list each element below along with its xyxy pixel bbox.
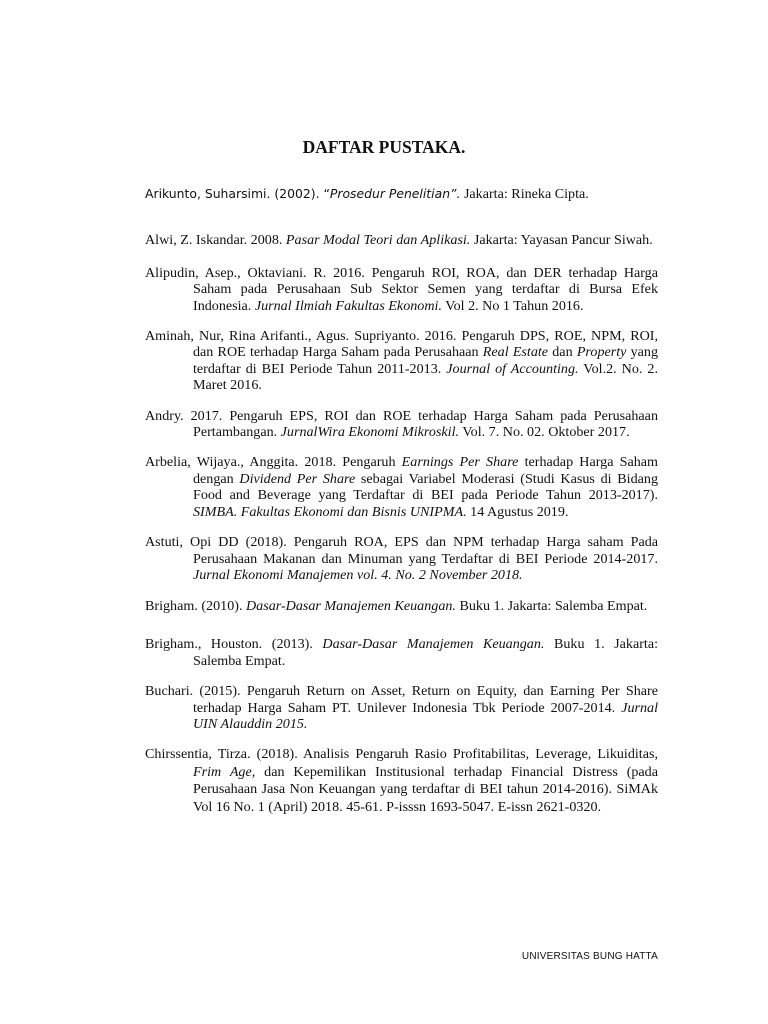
reference-entry [145,232,658,248]
reference-italic-text: Real Estate [482,344,549,361]
reference-text: yang terdaftar di BEI Periode Tahun 2011-2013. [193,344,659,377]
reference-text: Jakarta: Yayasan Pancur Siwah. [470,232,653,249]
reference-text: Buku 1. Jakarta: Salemba Empat. [193,636,659,669]
reference-entry [145,186,658,202]
reference-text: Jakarta: Rineka Cipta. [460,186,589,202]
reference-text: Arbelia, Wijaya., Anggita. 2018. Pengaruh [145,454,402,471]
reference-italic-text: Dividend Per Share [239,470,356,487]
reference-text: Brigham., Houston. (2013). [145,636,323,653]
reference-text: Arikunto, Suharsimi. (2002). “ [145,186,330,201]
reference-entry [145,636,658,669]
reference-italic-text: Journal of Accounting. [446,360,579,377]
reference-entry [145,683,658,732]
reference-italic-text: Frim Age, [193,763,256,780]
reference-italic-text: Jurnal UIN Alauddin 2015. [193,699,658,732]
reference-text: Vol.2. No. 2. Maret 2016. [193,360,659,394]
reference-text: Alipudin, Asep., Oktaviani. R. 2016. Pengaruh ROI, ROA, dan DER terhadap Harga Saham pada Perusahaan Sub Sektor Semen yang terdaftar di Bursa Efek Indonesia. [145,264,658,314]
reference-text: Chirssentia, Tirza. (2018). Analisis Pengaruh Rasio Profitabilitas, Leverage, Likuiditas, [145,746,658,763]
reference-entry [145,534,658,583]
reference-text: terhadap Harga Saham dengan [193,454,658,487]
reference-text: Aminah, Nur, Rina Arifanti., Agus. Supriyanto. 2016. Pengaruh DPS, ROE, NPM, ROI, dan ROE terhadap Harga Saham pada Perusahaan [145,328,658,361]
reference-italic-text: Prosedur Penelitian”. [329,186,461,201]
reference-italic-text: Jurnal Ekonomi Manajemen vol. 4. No. 2 November 2018. [193,566,523,583]
reference-entry [145,408,658,441]
reference-italic-text: Dasar-Dasar Manajemen Keuangan. [246,598,456,615]
reference-list [145,186,658,816]
page-title: DAFTAR PUSTAKA. [302,137,466,157]
reference-text: dan Kepemilikan Institusional terhadap Financial Distress (pada Perusahaan Jasa Non Keuangan yang terdaftar di BEI tahun 2014-2016). SiMAk Vol 16 No. 1 (April) 2018. 45-61. P-isssn 1693-5047. E-issn 2621-0320. [193,763,658,815]
reference-text: Brigham. (2010). [145,598,246,615]
reference-italic-text: Dasar-Dasar Manajemen Keuangan. [322,636,545,653]
reference-text: Astuti, Opi DD (2018). Pengaruh ROA, EPS dan NPM terhadap Harga saham Pada Perusahaan Makanan dan Minuman yang Terdaftar di BEI Periode 2014-2017. [145,534,658,567]
reference-text: Andry. 2017. Pengaruh EPS, ROI dan ROE terhadap Harga Saham pada Perusahaan Pertambangan. [145,407,658,441]
reference-italic-text: Earnings Per Share [401,454,519,471]
reference-text: 14 Agustus 2019. [466,503,569,520]
reference-italic-text: Pasar Modal Teori dan Aplikasi. [285,232,471,249]
reference-entry [145,328,658,394]
reference-entry [145,746,658,816]
reference-text: Vol 2. No 1 Tahun 2016. [441,297,584,314]
reference-italic-text: Jurnal Ilmiah Fakultas Ekonomi. [254,297,442,314]
reference-text: Vol. 7. No. 02. Oktober 2017. [459,424,630,441]
reference-text: Alwi, Z. Iskandar. 2008. [145,232,286,249]
footer-institution: UNIVERSITAS BUNG HATTA [521,951,658,962]
reference-entry [145,454,658,520]
reference-italic-text: JurnalWira Ekonomi Mikroskil. [280,424,460,441]
reference-text: sebagai Variabel Moderasi (Studi Kasus di Bidang Food and Beverage yang Terdaftar di BEI pada Periode Tahun 2013-2017). [193,470,658,504]
reference-text: Buchari. (2015). Pengaruh Return on Asset, Return on Equity, dan Earning Per Share terhadap Harga Saham PT. Unilever Indonesia Tbk Periode 2007-2014. [145,683,658,716]
reference-italic-text: SIMBA. Fakultas Ekonomi dan Bisnis UNIPMA. [193,503,467,520]
reference-entry [145,597,658,616]
reference-text: dan [548,344,577,361]
reference-text: Buku 1. Jakarta: Salemba Empat. [455,598,648,615]
reference-italic-text: Property [576,344,627,361]
reference-entry [145,265,658,314]
